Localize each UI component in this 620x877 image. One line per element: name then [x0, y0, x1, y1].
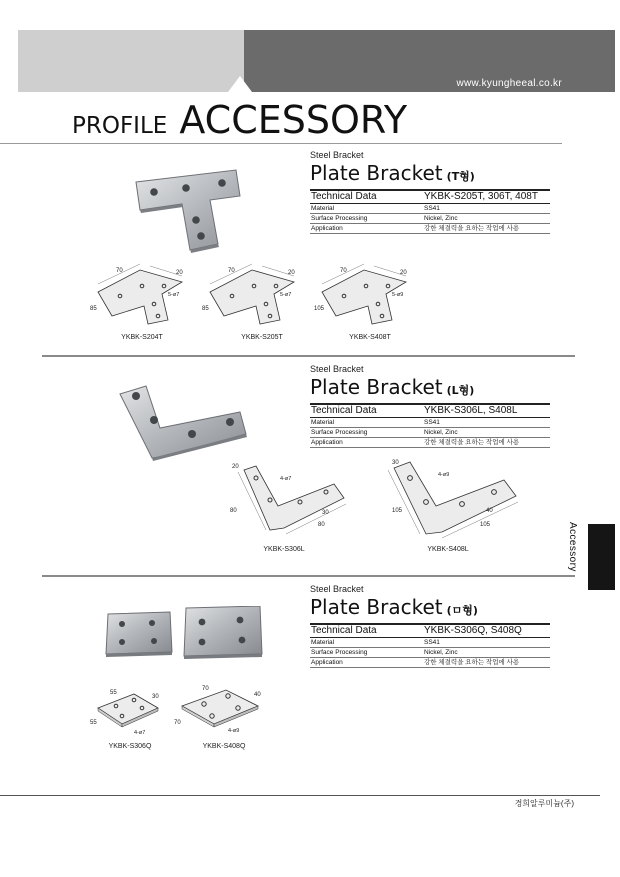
- section-kicker: Steel Bracket: [310, 150, 364, 160]
- spec-label: Application: [311, 225, 343, 232]
- square-bracket-photo: [100, 606, 280, 662]
- spec-label: Material: [311, 205, 335, 212]
- spec-row-material: [310, 638, 550, 648]
- website-url[interactable]: www.kyungheeal.co.kr: [456, 78, 562, 89]
- spec-row-surface: [310, 214, 550, 224]
- section-kicker: Steel Bracket: [310, 584, 364, 594]
- square-bracket-drawing-1: [88, 686, 168, 742]
- l-bracket-hole: [150, 416, 158, 424]
- spec-label: Surface Processing: [311, 215, 368, 222]
- dimension-label: 80: [318, 522, 325, 528]
- t-bracket-hole: [182, 184, 190, 192]
- spec-row-application: [310, 224, 550, 234]
- dimension-label: 30: [322, 510, 329, 516]
- spec-value: Nickel, Zinc: [424, 215, 458, 222]
- product-type: (T형): [446, 170, 475, 183]
- spec-value: Nickel, Zinc: [424, 429, 458, 436]
- spec-value: SS41: [424, 419, 440, 426]
- l-bracket-hole: [188, 430, 196, 438]
- product-title: [310, 161, 550, 189]
- drawing-caption: YKBK-S408Q: [202, 743, 246, 750]
- dimension-label: 85: [202, 306, 209, 312]
- spec-value: 강한 체결력을 요하는 작업에 사용: [424, 659, 520, 666]
- hole-spec-label: 5-ø7: [280, 292, 292, 298]
- product-title: [310, 375, 550, 403]
- drawing-caption: YKBK-S306L: [263, 546, 305, 553]
- t-bracket-hole: [218, 179, 226, 187]
- tech-data-label: Technical Data: [311, 625, 377, 636]
- hole-spec-label: 4-ø9: [228, 728, 240, 734]
- drawing-caption: YKBK-S204T: [121, 334, 163, 341]
- dimension-label: 80: [230, 508, 237, 514]
- dimension-label: 20: [176, 270, 183, 276]
- dimension-label: 70: [340, 268, 347, 274]
- dimension-label: 20: [232, 464, 239, 470]
- spec-label: Surface Processing: [311, 649, 368, 656]
- dimension-label: 105: [480, 522, 491, 528]
- dimension-label: 70: [116, 268, 123, 274]
- spec-block-square: [310, 584, 550, 668]
- dimension-label: 20: [288, 270, 295, 276]
- header-band-light: [18, 30, 244, 92]
- spec-value: 강한 체결력을 요하는 작업에 사용: [424, 225, 520, 232]
- spec-row-material: [310, 204, 550, 214]
- dimension-label: 40: [254, 692, 261, 698]
- t-bracket-hole: [150, 188, 158, 196]
- dimension-label: 55: [90, 720, 97, 726]
- title-accessory: ACCESSORY: [179, 98, 408, 142]
- tech-data-label: Technical Data: [311, 405, 377, 416]
- dimension-label: 70: [228, 268, 235, 274]
- l-bracket-hole: [132, 392, 140, 400]
- title-divider: [0, 143, 562, 144]
- hole-spec-label: 5-ø7: [168, 292, 180, 298]
- dimension-label: 40: [486, 508, 493, 514]
- drawing-caption: YKBK-S205T: [241, 334, 283, 341]
- t-bracket-photo: [130, 166, 250, 256]
- footer-company: 경희알루미늄(주): [514, 799, 574, 808]
- tech-data-row: [310, 189, 550, 204]
- dimension-label: 30: [152, 694, 159, 700]
- dimension-label: 20: [400, 270, 407, 276]
- product-title-text: Plate Bracket: [310, 595, 443, 619]
- section-kicker: Steel Bracket: [310, 364, 364, 374]
- tech-data-value: YKBK-S306Q, S408Q: [424, 625, 522, 636]
- spec-value: SS41: [424, 639, 440, 646]
- l-bracket-photo: [116, 382, 252, 462]
- t-bracket-drawing-2: [202, 262, 302, 332]
- spec-row-surface: [310, 648, 550, 658]
- hole-spec-label: 4-ø7: [134, 730, 146, 736]
- hole-spec-label: 4-ø7: [280, 476, 292, 482]
- spec-label: Surface Processing: [311, 429, 368, 436]
- hole-spec-label: 5-ø9: [392, 292, 404, 298]
- t-bracket-hole: [197, 232, 205, 240]
- tech-data-label: Technical Data: [311, 191, 377, 202]
- drawing-caption: YKBK-S408T: [349, 334, 391, 341]
- t-bracket-drawing-3: [314, 262, 414, 332]
- tech-data-value: YKBK-S205T, 306T, 408T: [424, 191, 538, 202]
- dimension-label: 105: [314, 306, 325, 312]
- square-bracket-drawing-2: [172, 682, 272, 744]
- dimension-label: 55: [110, 690, 117, 696]
- l-bracket-drawing-1: [226, 458, 350, 540]
- spec-label: Material: [311, 419, 335, 426]
- section-divider: [42, 575, 575, 577]
- spec-label: Application: [311, 439, 343, 446]
- spec-row-application: [310, 658, 550, 668]
- tech-data-row: [310, 403, 550, 418]
- product-type: (L형): [446, 384, 475, 397]
- product-type: (ㅁ형): [446, 604, 478, 617]
- dimension-label: 105: [392, 508, 403, 514]
- product-title: [310, 595, 550, 623]
- side-tab-label: Accessory: [567, 522, 578, 572]
- product-title-text: Plate Bracket: [310, 161, 443, 185]
- product-title-text: Plate Bracket: [310, 375, 443, 399]
- tech-data-row: [310, 623, 550, 638]
- spec-block-t: [310, 150, 550, 234]
- spec-row-application: [310, 438, 550, 448]
- spec-row-material: [310, 418, 550, 428]
- section-divider: [42, 355, 575, 357]
- title-profile: PROFILE: [72, 113, 168, 139]
- dimension-label: 85: [90, 306, 97, 312]
- spec-value: Nickel, Zinc: [424, 649, 458, 656]
- spec-row-surface: [310, 428, 550, 438]
- t-bracket-hole: [192, 216, 200, 224]
- spec-label: Material: [311, 639, 335, 646]
- drawing-caption: YKBK-S306Q: [108, 743, 152, 750]
- hole-spec-label: 4-ø9: [438, 472, 450, 478]
- dimension-label: 30: [392, 460, 399, 466]
- side-tab-block: [588, 524, 615, 590]
- spec-block-l: [310, 364, 550, 448]
- l-bracket-hole: [226, 418, 234, 426]
- dimension-label: 70: [174, 720, 181, 726]
- tech-data-value: YKBK-S306L, S408L: [424, 405, 518, 416]
- l-bracket-drawing-2: [376, 454, 526, 544]
- dimension-label: 70: [202, 686, 209, 692]
- drawing-caption: YKBK-S408L: [427, 546, 469, 553]
- header-notch: [228, 76, 252, 92]
- spec-label: Application: [311, 659, 343, 666]
- footer-divider: [0, 795, 600, 796]
- spec-value: 강한 체결력을 요하는 작업에 사용: [424, 439, 520, 446]
- spec-value: SS41: [424, 205, 440, 212]
- page-title: [72, 98, 407, 142]
- t-bracket-drawing-1: [90, 262, 190, 332]
